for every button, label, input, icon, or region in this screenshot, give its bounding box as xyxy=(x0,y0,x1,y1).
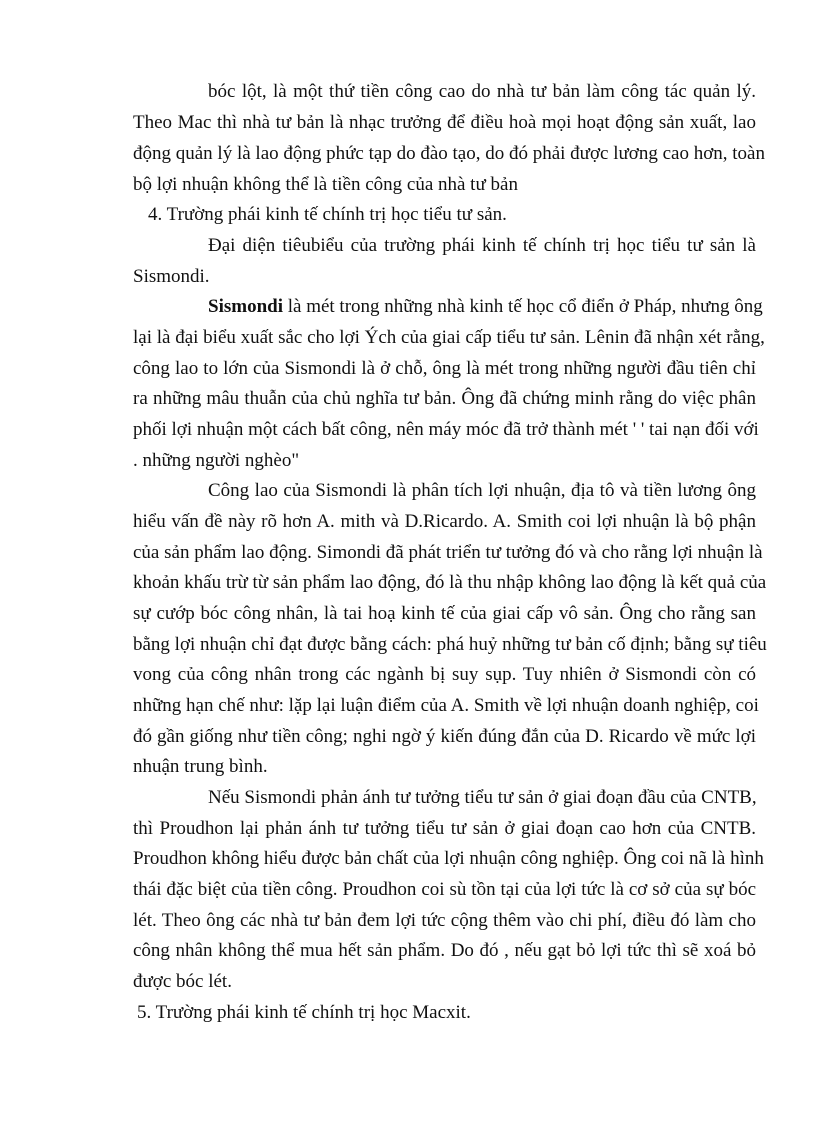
paragraph-line: sự cướp bóc công nhân, là tai hoạ kinh tế của giai cấp vô sản. Ông cho rằng san xyxy=(133,603,756,624)
paragraph-line: Sismondi là mét trong những nhà kinh tế học cổ điển ở Pháp, nhưng ông xyxy=(208,296,763,317)
paragraph-line: Đại diện tiêubiểu của trường phái kinh tế chính trị học tiểu tư sản là xyxy=(208,235,756,256)
paragraph-line: động quản lý là lao động phức tạp do đào tạo, do đó phải được lương cao hơn, toàn xyxy=(133,143,765,164)
paragraph-line: công nhân không thể mua hết sản phẩm. Do đó , nếu gạt bỏ lợi tức thì sẽ xoá bỏ xyxy=(133,940,756,961)
paragraph-line: những hạn chế như: lặp lại luận điểm của A. Smith về lợi nhuận doanh nghiệp, coi xyxy=(133,695,759,716)
bold-name: Sismondi xyxy=(208,296,283,317)
paragraph-line: lại là đại biểu xuất sắc cho lợi Ých của giai cấp tiểu tư sản. Lênin đã nhận xét rằng, xyxy=(133,327,765,348)
paragraph-line: nhuận trung bình. xyxy=(133,756,268,777)
paragraph-line: bằng lợi nhuận chỉ đạt được bằng cách: phá huỷ những tư bản cố định; bằng sự tiêu xyxy=(133,634,767,655)
paragraph-line: phối lợi nhuận một cách bất công, nên máy móc đã trở thành mét ' ' tai nạn đối với xyxy=(133,419,759,440)
paragraph-line: Proudhon không hiểu được bản chất của lợi nhuận công nghiệp. Ông coi nã là hình xyxy=(133,848,764,869)
paragraph-line: bộ lợi nhuận không thể là tiền công của nhà tư bản xyxy=(133,174,518,195)
paragraph-line: . những người nghèo" xyxy=(133,450,300,471)
paragraph-line: Nếu Sismondi phản ánh tư tưởng tiểu tư sản ở giai đoạn đầu của CNTB, xyxy=(208,787,757,808)
paragraph-line: đó gần giống như tiền công; nghi ngờ ý kiến đúng đắn của D. Ricardo về mức lợi xyxy=(133,726,756,747)
paragraph-line: được bóc lét. xyxy=(133,971,232,992)
paragraph-line: Theo Mac thì nhà tư bản là nhạc trưởng để điều hoà mọi hoạt động sản xuất, lao xyxy=(133,112,756,133)
paragraph-line: Công lao của Sismondi là phân tích lợi nhuận, địa tô và tiền lương ông xyxy=(208,480,756,501)
paragraph-line: của sản phẩm lao động. Simondi đã phát triển tư tưởng đó và cho rằng lợi nhuận là xyxy=(133,542,763,563)
paragraph-line: hiểu vấn đề này rõ hơn A. mith và D.Ricardo. A. Smith coi lợi nhuận là bộ phận xyxy=(133,511,756,532)
paragraph-line: thái đặc biệt của tiền công. Proudhon coi sù tồn tại của lợi tức là cơ sở của sự bóc xyxy=(133,879,756,900)
paragraph-line: Sismondi. xyxy=(133,266,210,287)
paragraph-line: vong của công nhân trong các ngành bị suy sụp. Tuy nhiên ở Sismondi còn có xyxy=(133,664,756,685)
section-heading-5: 5. Trường phái kinh tế chính trị học Macxit. xyxy=(137,1002,471,1023)
paragraph-line: khoản khấu trừ từ sản phẩm lao động, đó là thu nhập không lao động là kết quả của xyxy=(133,572,767,593)
paragraph-line: lét. Theo ông các nhà tư bản đem lợi tức cộng thêm vào chi phí, điều đó làm cho xyxy=(133,910,756,931)
section-heading-4: 4. Trường phái kinh tế chính trị học tiểu tư sản. xyxy=(148,204,507,225)
paragraph-line: bóc lột, là một thứ tiền công cao do nhà tư bản làm công tác quản lý. xyxy=(208,81,756,102)
paragraph-line: công lao to lớn của Sismondi là ở chỗ, ông là mét trong những người đầu tiên chỉ xyxy=(133,358,756,379)
paragraph-line: ra những mâu thuẫn của chủ nghĩa tư bản. Ông đã chứng minh rằng do việc phân xyxy=(133,388,756,409)
paragraph-line: thì Proudhon lại phản ánh tư tưởng tiểu tư sản ở giai đoạn cao hơn của CNTB. xyxy=(133,818,756,839)
